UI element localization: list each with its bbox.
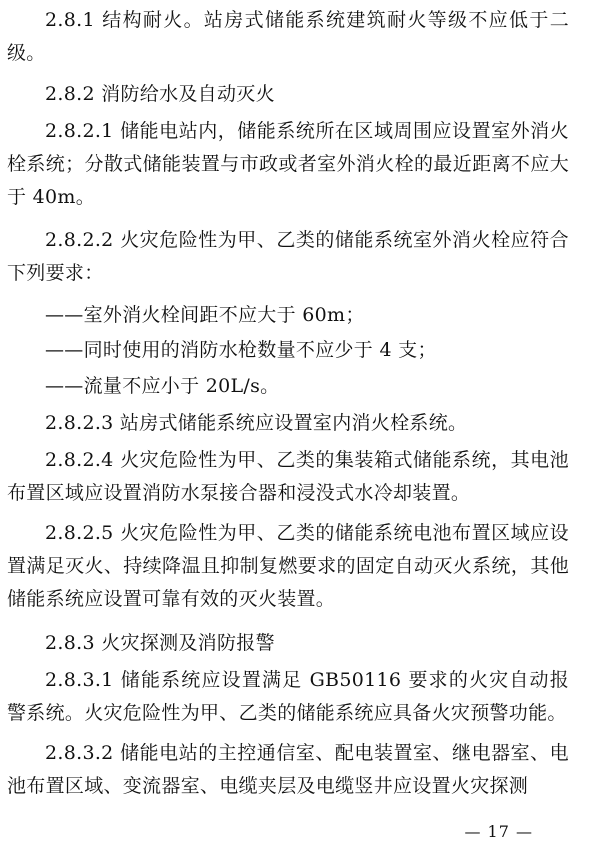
page-number: — 17 — [464, 822, 533, 841]
clause-2-8-3-1: 2.8.3.1 储能系统应设置满足 GB50116 要求的火灾自动报警系统。火灾危险性为甲、乙类的储能系统应具备火灾预警功能。 [7, 669, 569, 724]
requirement-hydrant-spacing: ——室外消火栓间距不应大于 60m； [45, 304, 365, 326]
clause-2-8-1: 2.8.1 结构耐火。站房式储能系统建筑耐火等级不应低于二级。 [7, 9, 569, 64]
clause-2-8-2-1: 2.8.2.1 储能电站内，储能系统所在区域周围应设置室外消火栓系统；分散式储能装置与市政或者室外消火栓的最近距离不应大于 40m。 [7, 120, 569, 208]
clause-2-8-2-2: 2.8.2.2 火灾危险性为甲、乙类的储能系统室外消火栓应符合下列要求： [7, 229, 569, 284]
clause-2-8-2-4: 2.8.2.4 火灾危险性为甲、乙类的集装箱式储能系统，其电池布置区域应设置消防水泵接合器和浸没式水冷却装置。 [7, 449, 569, 504]
clause-2-8-2-5: 2.8.2.5 火灾危险性为甲、乙类的储能系统电池布置区域应设置满足灭火、持续降温且抑制复燃要求的固定自动灭火系统，其他储能系统应设置可靠有效的灭火装置。 [7, 522, 569, 610]
requirement-water-guns: ——同时使用的消防水枪数量不应少于 4 支； [45, 339, 437, 361]
clause-2-8-2-heading: 2.8.2 消防给水及自动灭火 [45, 83, 275, 105]
clause-2-8-2-3: 2.8.2.3 站房式储能系统应设置室内消火栓系统。 [45, 412, 468, 434]
clause-2-8-3-2: 2.8.3.2 储能电站的主控通信室、配电装置室、继电器室、电池布置区域、变流器室、电缆夹层及电缆竖井应设置火灾探测 [7, 742, 569, 797]
clause-2-8-3-heading: 2.8.3 火灾探测及消防报警 [45, 632, 275, 654]
requirement-flow-rate: ——流量不应小于 20L/s。 [45, 375, 280, 397]
